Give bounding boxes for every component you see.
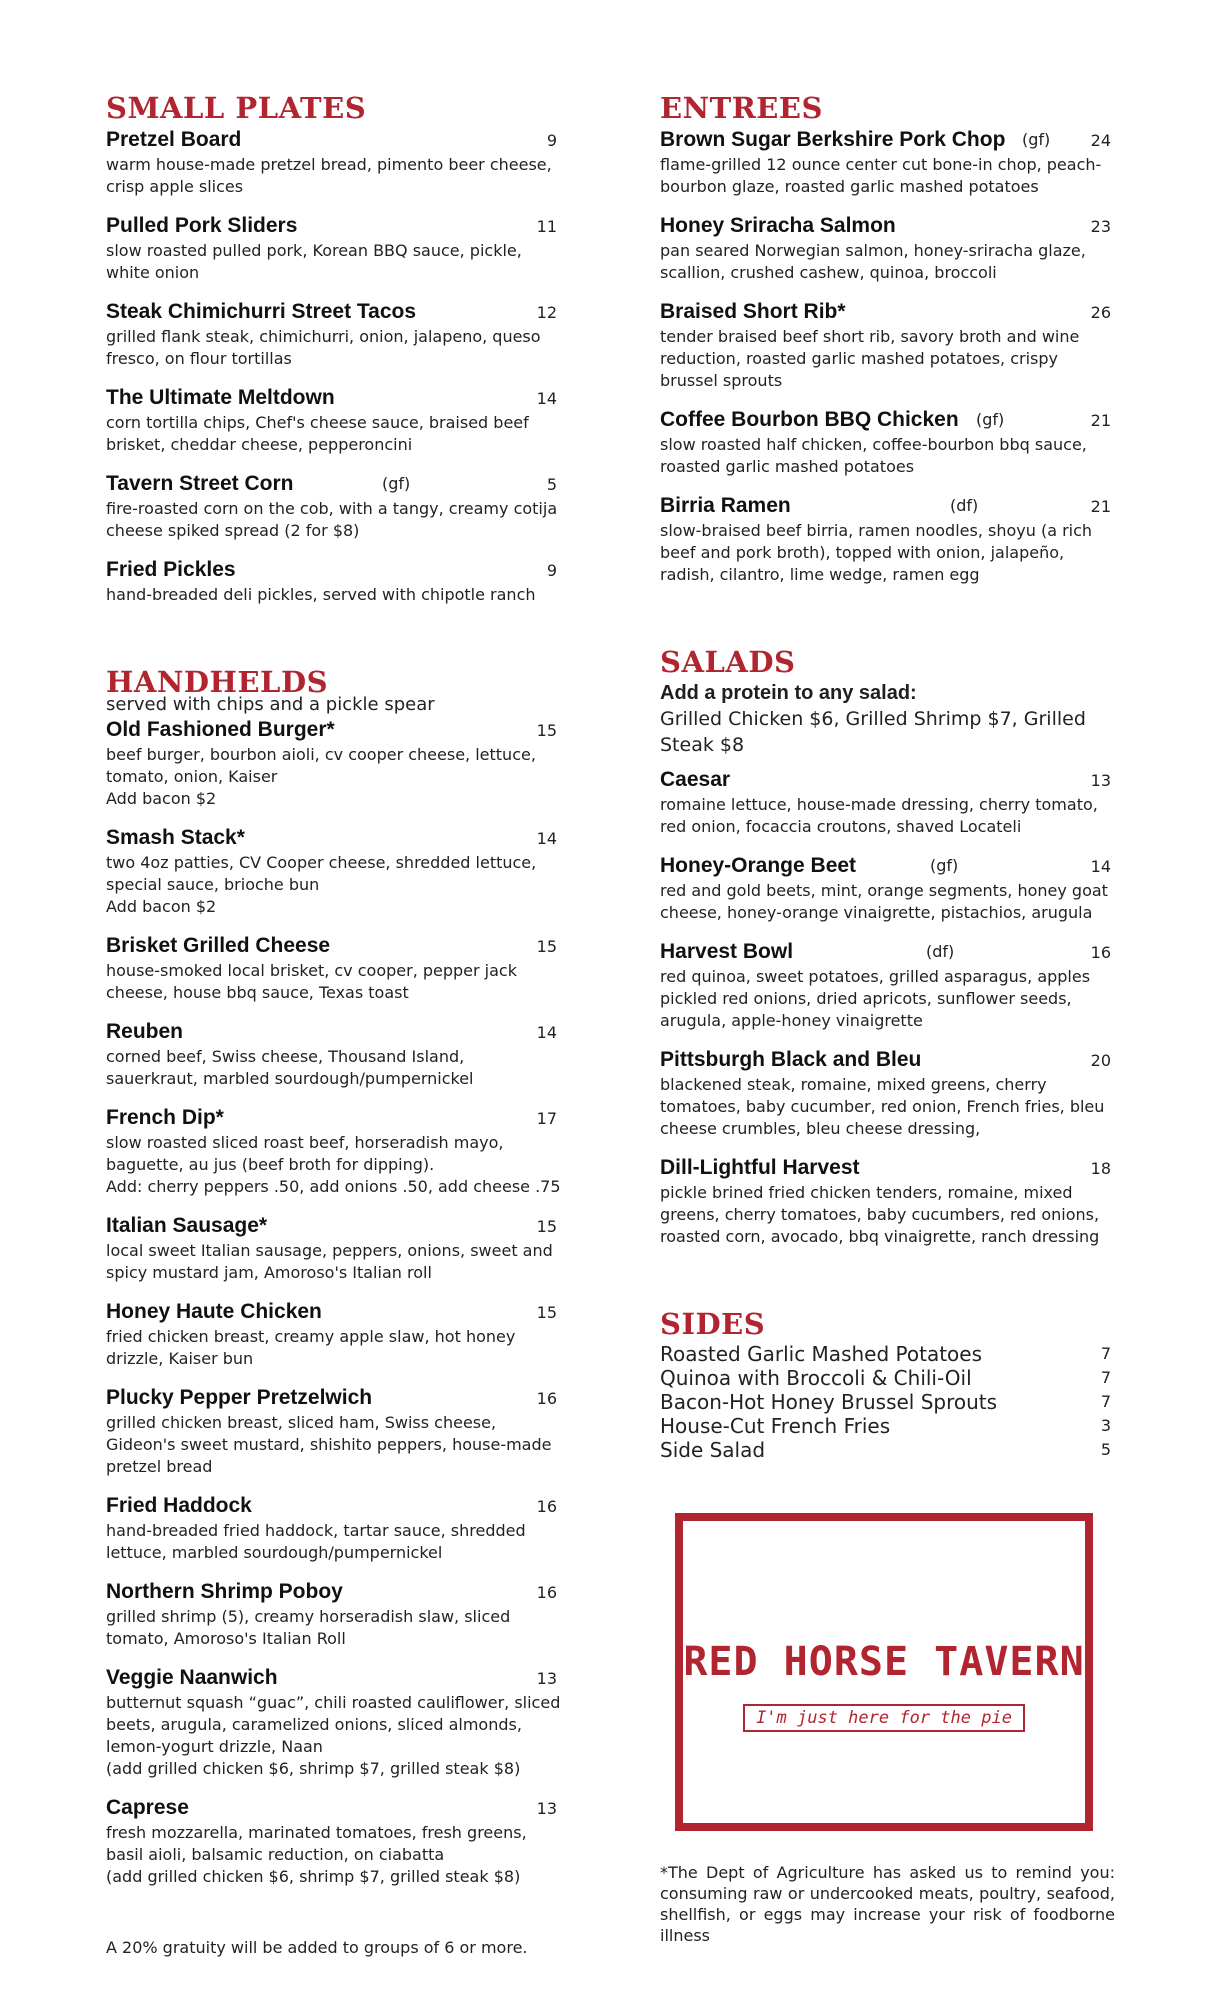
menu-item-header xyxy=(106,932,561,960)
side-item xyxy=(660,1438,1115,1462)
menu-item-name: Fried Haddock xyxy=(106,1494,252,1517)
menu-item-price: 23 xyxy=(1090,217,1111,236)
menu-item-addon: Add: cherry peppers .50, add onions .50, add cheese .75 xyxy=(106,1177,561,1196)
menu-item-header xyxy=(106,1018,561,1046)
menu-item-name: Brown Sugar Berkshire Pork Chop xyxy=(660,128,1006,151)
menu-item xyxy=(106,470,561,542)
section-title-small-plates: SMALL PLATES xyxy=(106,91,367,125)
menu-item xyxy=(660,298,1115,392)
menu-item-price: 26 xyxy=(1090,303,1111,322)
menu-item-header xyxy=(660,212,1115,240)
section-title-sides: SIDES xyxy=(660,1307,766,1341)
menu-item xyxy=(106,932,561,1004)
section-title-entrees: ENTREES xyxy=(660,91,823,125)
menu-item-name: Honey-Orange Beet xyxy=(660,854,857,877)
menu-item-header xyxy=(106,384,561,412)
menu-item-name: Plucky Pepper Pretzelwich xyxy=(106,1386,373,1409)
menu-item-price: 13 xyxy=(536,1799,557,1818)
menu-item xyxy=(106,1578,561,1650)
side-item xyxy=(660,1342,1115,1366)
side-item-name: Quinoa with Broccoli & Chili-Oil xyxy=(660,1366,972,1390)
menu-item xyxy=(660,1046,1115,1140)
menu-item-price: 9 xyxy=(546,131,557,150)
menu-item-description: corned beef, Swiss cheese, Thousand Island, sauerkraut, marbled sourdough/pumpernickel xyxy=(106,1047,474,1088)
small-plates-list xyxy=(106,126,561,606)
menu-item-price: 9 xyxy=(546,561,557,580)
entrees-list xyxy=(660,126,1115,586)
menu-item-price: 15 xyxy=(536,937,557,956)
menu-item-header xyxy=(106,298,561,326)
menu-item-name: Northern Shrimp Poboy xyxy=(106,1580,343,1603)
section-title-salads: SALADS xyxy=(660,645,796,679)
menu-item xyxy=(660,938,1115,1032)
disclaimer: *The Dept of Agriculture has asked us to remind you: consuming raw or undercooked meats, poultry, seafood, shellfish, or eggs may increase your risk of foodborne illness xyxy=(660,1863,1115,1945)
menu-item-description: warm house-made pretzel bread, pimento beer cheese, crisp apple slices xyxy=(106,155,552,196)
salads-list xyxy=(660,766,1115,1248)
menu-item-name: Pulled Pork Sliders xyxy=(106,214,298,237)
menu-item-description: fresh mozzarella, marinated tomatoes, fresh greens, basil aioli, balsamic reduction, on ciabatta xyxy=(106,1823,527,1864)
menu-item-header xyxy=(660,126,1115,154)
side-item-name: Side Salad xyxy=(660,1438,766,1462)
side-item-name: Roasted Garlic Mashed Potatoes xyxy=(660,1342,983,1366)
menu-item-description: grilled shrimp (5), creamy horseradish slaw, sliced tomato, Amoroso's Italian Roll xyxy=(106,1607,511,1648)
menu-item xyxy=(660,1154,1115,1248)
menu-item-header xyxy=(106,556,561,584)
menu-item-header xyxy=(660,1154,1115,1182)
menu-item xyxy=(106,1212,561,1284)
menu-item xyxy=(106,126,561,198)
menu-item xyxy=(106,1298,561,1370)
menu-item-price: 16 xyxy=(536,1583,557,1602)
menu-item-price: 15 xyxy=(536,1303,557,1322)
menu-item-header xyxy=(106,1384,561,1412)
menu-item-name: Dill-Lightful Harvest xyxy=(660,1156,860,1179)
menu-item xyxy=(660,492,1115,586)
menu-item-description: pickle brined fried chicken tenders, romaine, mixed greens, cherry tomatoes, baby cucumbers, red onions, roasted corn, avocado, bbq vinaigrette, ranch dressing xyxy=(660,1183,1100,1246)
menu-item xyxy=(660,212,1115,284)
menu-item-dietary-tag: (gf) xyxy=(1022,130,1051,149)
menu-item-name: Fried Pickles xyxy=(106,558,236,581)
menu-item-description: slow roasted pulled pork, Korean BBQ sauce, pickle, white onion xyxy=(106,241,522,282)
menu-item xyxy=(106,384,561,456)
menu-item-price: 16 xyxy=(536,1389,557,1408)
menu-item-header xyxy=(660,406,1115,434)
menu-item xyxy=(106,1104,561,1198)
menu-item-name: Coffee Bourbon BBQ Chicken xyxy=(660,408,959,431)
side-item xyxy=(660,1414,1115,1438)
menu-item xyxy=(106,212,561,284)
menu-item xyxy=(106,1794,561,1888)
menu-item-header xyxy=(660,766,1115,794)
menu-item-name: Smash Stack* xyxy=(106,826,245,849)
menu-item-name: Braised Short Rib* xyxy=(660,300,846,323)
protein-body: Grilled Chicken $6, Grilled Shrimp $7, Grilled Steak $8 xyxy=(660,708,1086,756)
menu-item-price: 20 xyxy=(1090,1051,1111,1070)
menu-item-name: Birria Ramen xyxy=(660,494,791,517)
gratuity-note: A 20% gratuity will be added to groups of 6 or more. xyxy=(106,1938,528,1957)
menu-item-dietary-tag: (gf) xyxy=(382,474,411,493)
side-item-price: 5 xyxy=(1100,1440,1111,1459)
menu-item-price: 15 xyxy=(536,721,557,740)
menu-item-name: Pittsburgh Black and Bleu xyxy=(660,1048,922,1071)
side-item-price: 7 xyxy=(1100,1392,1111,1411)
menu-item-description: slow-braised beef birria, ramen noodles, shoyu (a rich beef and pork broth), topped with onion, jalapeño, radish, cilantro, lime wedge, ramen egg xyxy=(660,521,1093,584)
menu-item-header xyxy=(106,1298,561,1326)
menu-item-description: blackened steak, romaine, mixed greens, cherry tomatoes, baby cucumber, red onion, French fries, bleu cheese crumbles, bleu cheese dressing, xyxy=(660,1075,1105,1138)
side-item-name: Bacon-Hot Honey Brussel Sprouts xyxy=(660,1390,998,1414)
menu-item-description: slow roasted sliced roast beef, horseradish mayo, baguette, au jus (beef broth for dipping). xyxy=(106,1133,504,1174)
menu-item-price: 21 xyxy=(1090,411,1111,430)
menu-item-name: Tavern Street Corn xyxy=(106,472,294,495)
left-column xyxy=(106,90,561,1902)
menu-item-dietary-tag: (df) xyxy=(950,496,979,515)
menu-item-dietary-tag: (df) xyxy=(926,942,955,961)
handhelds-subtitle: served with chips and a pickle spear xyxy=(106,694,435,715)
menu-item-price: 14 xyxy=(1090,857,1111,876)
menu-item-description: romaine lettuce, house-made dressing, cherry tomato, red onion, focaccia croutons, shaved Locateli xyxy=(660,795,1098,836)
menu-item-price: 21 xyxy=(1090,497,1111,516)
logo xyxy=(675,1513,1093,1831)
menu-item-price: 16 xyxy=(536,1497,557,1516)
menu-item-addon: (add grilled chicken $6, shrimp $7, grilled steak $8) xyxy=(106,1759,521,1778)
menu-item xyxy=(106,1018,561,1090)
menu-item-description: pan seared Norwegian salmon, honey-sriracha glaze, scallion, crushed cashew, quinoa, broccoli xyxy=(660,241,1086,282)
menu-item-name: French Dip* xyxy=(106,1106,224,1129)
logo-name: RED HORSE TAVERN xyxy=(683,1639,1085,1685)
menu-item-header xyxy=(106,212,561,240)
menu-item-price: 14 xyxy=(536,1023,557,1042)
menu-item xyxy=(106,824,561,918)
menu-item xyxy=(106,1492,561,1564)
menu-item-name: Brisket Grilled Cheese xyxy=(106,934,331,957)
menu-item-description: red and gold beets, mint, orange segments, honey goat cheese, honey-orange vinaigrette, pistachios, arugula xyxy=(660,881,1108,922)
menu-item-header xyxy=(660,1046,1115,1074)
menu-item-header xyxy=(106,1578,561,1606)
menu-item-description: house-smoked local brisket, cv cooper, pepper jack cheese, house bbq sauce, Texas toast xyxy=(106,961,517,1002)
menu-item-price: 18 xyxy=(1090,1159,1111,1178)
menu-item-price: 5 xyxy=(546,475,557,494)
handhelds-list xyxy=(106,716,561,1888)
menu-item-price: 13 xyxy=(1090,771,1111,790)
menu-item-description: flame-grilled 12 ounce center cut bone-in chop, peach-bourbon glaze, roasted garlic mashed potatoes xyxy=(660,155,1102,196)
menu-item-description: beef burger, bourbon aioli, cv cooper cheese, lettuce, tomato, onion, Kaiser xyxy=(106,745,536,786)
menu-item-addon: (add grilled chicken $6, shrimp $7, grilled steak $8) xyxy=(106,1867,521,1886)
menu-item-description: hand-breaded fried haddock, tartar sauce, shredded lettuce, marbled sourdough/pumpernickel xyxy=(106,1521,526,1562)
menu-item-price: 15 xyxy=(536,1217,557,1236)
menu-item-description: grilled flank steak, chimichurri, onion, jalapeno, queso fresco, on flour tortillas xyxy=(106,327,541,368)
menu-item-dietary-tag: (gf) xyxy=(976,410,1005,429)
menu-item-price: 17 xyxy=(536,1109,557,1128)
menu-item-price: 24 xyxy=(1090,131,1111,150)
menu-item-addon: Add bacon $2 xyxy=(106,789,217,808)
menu-item-description: fire-roasted corn on the cob, with a tangy, creamy cotija cheese spiked spread (2 for $8) xyxy=(106,499,558,540)
sides-list xyxy=(660,1342,1115,1462)
logo-tagline: I'm just here for the pie xyxy=(743,1704,1025,1732)
menu-item-price: 12 xyxy=(536,303,557,322)
menu-item-header xyxy=(106,126,561,154)
menu-item-name: Honey Sriracha Salmon xyxy=(660,214,896,237)
menu-item-price: 11 xyxy=(536,217,557,236)
side-item-price: 7 xyxy=(1100,1344,1111,1363)
protein-title: Add a protein to any salad: xyxy=(660,682,917,704)
menu-item-price: 13 xyxy=(536,1669,557,1688)
menu-item-price: 14 xyxy=(536,829,557,848)
menu-item-description: grilled chicken breast, sliced ham, Swiss cheese, Gideon's sweet mustard, shishito peppers, house-made pretzel bread xyxy=(106,1413,552,1476)
menu-item-header xyxy=(106,1492,561,1520)
menu-item-header xyxy=(106,1664,561,1692)
menu-item-header xyxy=(660,492,1115,520)
menu-item-name: Pretzel Board xyxy=(106,128,242,151)
menu-item-header xyxy=(106,470,561,498)
menu-item-name: Caesar xyxy=(660,768,731,791)
menu-item-header xyxy=(660,298,1115,326)
menu-item-name: Reuben xyxy=(106,1020,184,1043)
menu-item xyxy=(660,406,1115,478)
menu-item-description: slow roasted half chicken, coffee-bourbon bbq sauce, roasted garlic mashed potatoes xyxy=(660,435,1087,476)
menu-item-addon: Add bacon $2 xyxy=(106,897,217,916)
menu-item-price: 14 xyxy=(536,389,557,408)
menu-item-name: Steak Chimichurri Street Tacos xyxy=(106,300,417,323)
menu-item-description: corn tortilla chips, Chef's cheese sauce, braised beef brisket, cheddar cheese, pepperoncini xyxy=(106,413,529,454)
section-title-handhelds: HANDHELDS xyxy=(106,665,329,699)
side-item-name: House-Cut French Fries xyxy=(660,1414,891,1438)
menu-item-description: butternut squash “guac”, chili roasted cauliflower, sliced beets, arugula, caramelized onions, sliced almonds, lemon-yogurt drizzle, Naan xyxy=(106,1693,561,1756)
menu-item-name: Caprese xyxy=(106,1796,189,1819)
menu-item-description: tender braised beef short rib, savory broth and wine reduction, roasted garlic mashed potatoes, crispy brussel sprouts xyxy=(660,327,1080,390)
menu-item-description: hand-breaded deli pickles, served with chipotle ranch xyxy=(106,585,536,604)
side-item-price: 3 xyxy=(1100,1416,1111,1435)
menu-item-description: red quinoa, sweet potatoes, grilled asparagus, apples pickled red onions, dried apricots, sunflower seeds, arugula, apple-honey vinaigrette xyxy=(660,967,1091,1030)
menu-item-header xyxy=(660,938,1115,966)
menu-item-name: Honey Haute Chicken xyxy=(106,1300,322,1323)
side-item xyxy=(660,1390,1115,1414)
menu-item-name: Italian Sausage* xyxy=(106,1214,268,1237)
menu-item xyxy=(660,852,1115,924)
menu-item-header xyxy=(660,852,1115,880)
right-column xyxy=(660,90,1115,1462)
menu-item xyxy=(106,716,561,810)
menu-item-description: fried chicken breast, creamy apple slaw, hot honey drizzle, Kaiser bun xyxy=(106,1327,516,1368)
menu-item-header xyxy=(106,1794,561,1822)
menu-item-name: Old Fashioned Burger* xyxy=(106,718,335,741)
menu-item xyxy=(106,556,561,606)
menu-item xyxy=(660,126,1115,198)
menu-item-name: Harvest Bowl xyxy=(660,940,794,963)
menu-item-description: two 4oz patties, CV Cooper cheese, shredded lettuce, special sauce, brioche bun xyxy=(106,853,537,894)
menu-item-header xyxy=(106,716,561,744)
menu-item-header xyxy=(106,1212,561,1240)
side-item xyxy=(660,1366,1115,1390)
menu-item-name: The Ultimate Meltdown xyxy=(106,386,335,409)
side-item-price: 7 xyxy=(1100,1368,1111,1387)
menu-item xyxy=(660,766,1115,838)
menu-item-name: Veggie Naanwich xyxy=(106,1666,278,1689)
menu-item-header xyxy=(106,1104,561,1132)
menu-item xyxy=(106,1384,561,1478)
menu-item-dietary-tag: (gf) xyxy=(930,856,959,875)
menu-item-description: local sweet Italian sausage, peppers, onions, sweet and spicy mustard jam, Amoroso's Italian roll xyxy=(106,1241,553,1282)
menu-item-header xyxy=(106,824,561,852)
menu-item xyxy=(106,1664,561,1780)
menu-item xyxy=(106,298,561,370)
menu-item-price: 16 xyxy=(1090,943,1111,962)
